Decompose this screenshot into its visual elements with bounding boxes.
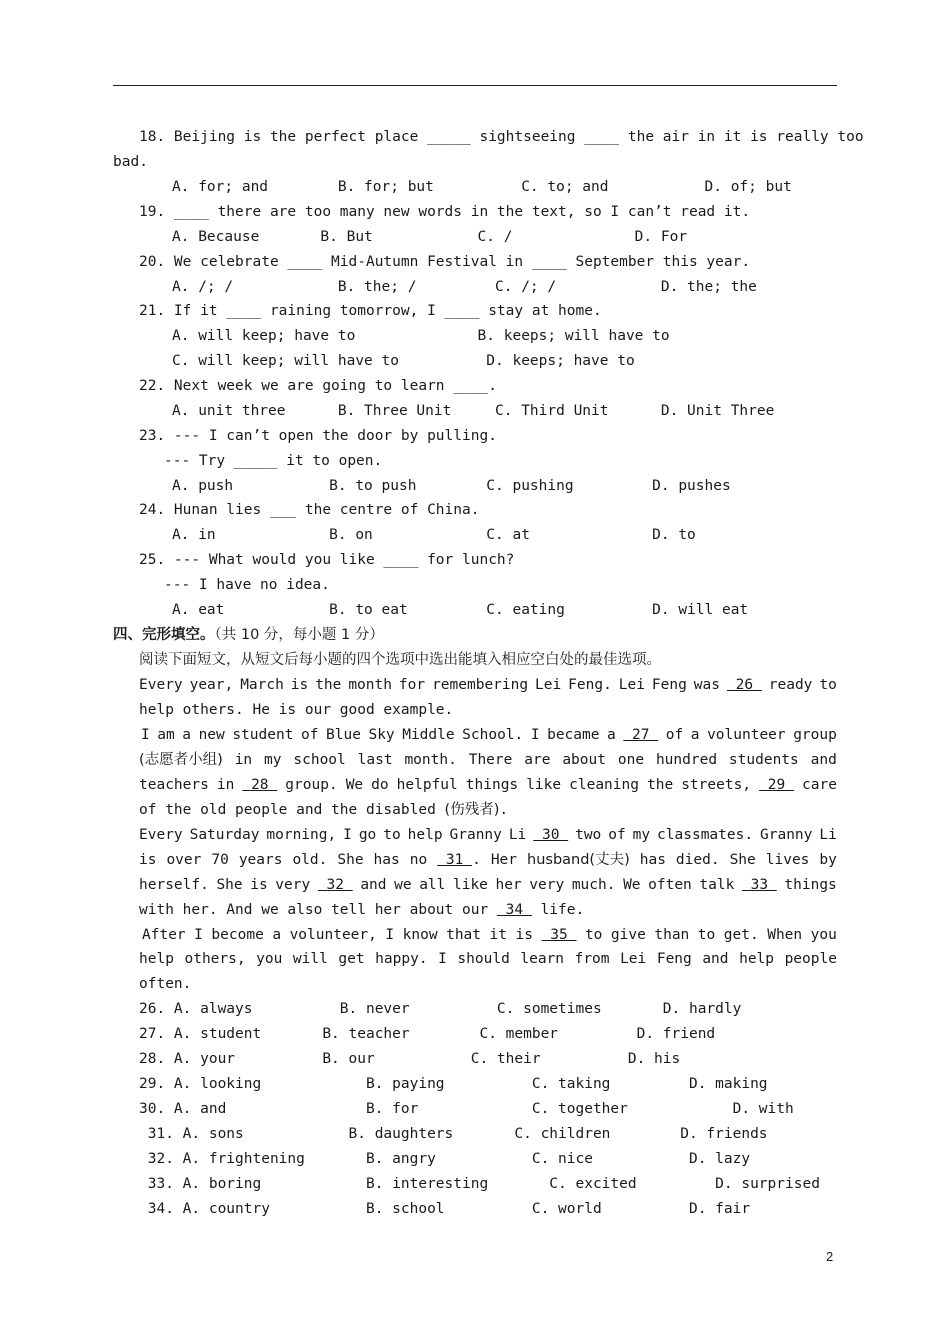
- word: to: [383, 827, 401, 843]
- text-run: .: [499, 802, 509, 818]
- q19: 19. ____ there are too many new words in the text, so I can’t read it.: [139, 204, 751, 220]
- word: streets,: [681, 777, 752, 793]
- word: was: [693, 677, 720, 693]
- word: volunteer,: [289, 927, 377, 943]
- option-row: 27. A. student B. teacher C. member D. friend: [139, 1026, 716, 1042]
- word: Every: [139, 677, 183, 693]
- passage-line: [139, 751, 837, 769]
- word: month: [348, 677, 392, 693]
- word: give: [610, 927, 646, 943]
- word: year,: [189, 677, 234, 693]
- word: in: [234, 752, 253, 768]
- word: School.: [462, 727, 524, 743]
- word: husband(丈夫): [527, 852, 630, 868]
- word: volunteer: [707, 727, 786, 743]
- word: There: [468, 752, 513, 768]
- word: things: [784, 877, 837, 893]
- word: She: [337, 852, 364, 868]
- word: and: [360, 877, 387, 893]
- word: Sky: [368, 727, 395, 743]
- word: get: [338, 951, 365, 967]
- word: died.: [675, 852, 720, 868]
- word: Lei: [620, 951, 647, 967]
- word: Feng: [656, 951, 692, 967]
- passage-line: [139, 975, 191, 993]
- blank-number: [242, 776, 277, 794]
- word: has: [373, 852, 400, 868]
- blank-35: 35: [541, 927, 577, 943]
- blank-31: 31: [437, 852, 473, 868]
- q19-options: A. Because B. But C. / D. For: [172, 229, 688, 245]
- word: is: [515, 927, 533, 943]
- word: She: [216, 877, 243, 893]
- word: help: [739, 951, 775, 967]
- blank-number: [497, 902, 532, 918]
- word: my: [264, 752, 282, 768]
- passage-line: [139, 826, 837, 844]
- q18-line1: 18. Beijing is the perfect place _____ sightseeing ____ the air in it is really too: [139, 129, 864, 145]
- word: will: [292, 951, 328, 967]
- header-rule: [113, 85, 837, 86]
- option-row: 29. A. looking B. paying C. taking D. making: [139, 1076, 768, 1092]
- passage-line: [139, 776, 837, 794]
- word: classmates.: [657, 827, 754, 843]
- word: no: [409, 852, 428, 868]
- word: Blue: [326, 727, 361, 743]
- word: do: [371, 777, 389, 793]
- text-run: of the old people and the disabled: [139, 802, 445, 818]
- text-run: help others. He is our good example.: [139, 702, 454, 718]
- word: 70: [211, 852, 229, 868]
- blank-27: 27: [623, 727, 659, 743]
- blank-number: [533, 826, 568, 844]
- word: should: [457, 951, 510, 967]
- section-heading: [113, 626, 384, 644]
- q18-line2: bad.: [113, 154, 148, 170]
- q24: 24. Hunan lies ___ the centre of China.: [139, 502, 480, 518]
- q21-options-ab: A. will keep; have to B. keeps; will have to: [172, 328, 670, 344]
- text-run: life.: [531, 902, 585, 918]
- word: you: [810, 927, 837, 943]
- passage-line: [139, 876, 837, 894]
- word: Saturday: [189, 827, 260, 843]
- word: We: [623, 877, 641, 893]
- option-row: 28. A. your B. our C. their D. his: [139, 1051, 681, 1067]
- word: of: [300, 727, 319, 743]
- word: a: [690, 727, 700, 743]
- word: in: [216, 777, 235, 793]
- blank-33: 33: [741, 877, 777, 893]
- word: a: [607, 727, 616, 743]
- word: you: [256, 951, 283, 967]
- q25-line2: --- I have no idea.: [164, 577, 330, 593]
- word: know: [402, 927, 438, 943]
- blank-29: 29: [759, 777, 794, 793]
- text-run: (伤残者): [444, 802, 500, 818]
- word: am: [157, 727, 175, 743]
- q21-options-cd: C. will keep; will have to D. keeps; have to: [172, 353, 635, 369]
- word: happy.: [375, 951, 428, 967]
- blank-32: 32: [317, 877, 353, 893]
- word: I: [385, 927, 395, 943]
- word: often: [648, 877, 692, 893]
- q25-options: A. eat B. to eat C. eating D. will eat: [172, 602, 749, 618]
- word: help: [139, 951, 174, 967]
- passage-line: [139, 801, 508, 819]
- word: Lei: [535, 677, 562, 693]
- word: Her: [490, 852, 518, 868]
- q23-options: A. push B. to push C. pushing D. pushes: [172, 478, 731, 494]
- blank-number: [727, 676, 762, 694]
- word: Granny: [760, 827, 813, 843]
- option-row: 34. A. country B. school C. world D. fair: [139, 1201, 751, 1217]
- word: Li: [508, 827, 527, 843]
- word: are: [524, 752, 551, 768]
- word: (志愿者小组): [139, 752, 223, 768]
- option-row: 26. A. always B. never C. sometimes D. hardly: [139, 1001, 742, 1017]
- word: one: [617, 752, 645, 768]
- option-row: 30. A. and B. for C. together D. with: [139, 1101, 794, 1117]
- blank-34: 34: [496, 902, 532, 918]
- q23-line2: --- Try _____ it to open.: [164, 453, 383, 469]
- q22-options: A. unit three B. Three Unit C. Third Unit D. Unit Three: [172, 403, 775, 419]
- word: is: [290, 677, 309, 693]
- word: Granny: [449, 827, 502, 843]
- word: and: [702, 951, 729, 967]
- word: we: [394, 877, 412, 893]
- word: Feng.: [568, 677, 612, 693]
- word: my: [632, 827, 651, 843]
- word: of: [608, 827, 626, 843]
- option-row: 31. A. sons B. daughters C. children D. friends: [139, 1126, 768, 1142]
- word: things: [465, 777, 519, 793]
- section-title: 四、完形填空。: [113, 627, 215, 643]
- word: After: [142, 927, 186, 943]
- section-score-note: （共 10 分，每小题 1 分）: [214, 627, 384, 643]
- word: morning,: [266, 827, 337, 843]
- word: to: [819, 677, 837, 693]
- passage-line: [139, 950, 837, 968]
- word: I: [530, 727, 540, 743]
- word: very: [275, 877, 311, 893]
- q21: 21. If it ____ raining tomorrow, I ____ stay at home.: [139, 303, 602, 319]
- word: of: [665, 727, 684, 743]
- word: like: [452, 877, 488, 893]
- q23-line1: 23. --- I can’t open the door by pulling.: [139, 428, 497, 444]
- word: I: [141, 727, 150, 743]
- word: two: [575, 827, 602, 843]
- option-row: 32. A. frightening B. angry C. nice D. lazy: [139, 1151, 751, 1167]
- word: I: [438, 951, 447, 967]
- word: teachers: [139, 777, 209, 793]
- word: get.: [723, 927, 759, 943]
- word: a: [182, 727, 192, 743]
- word: has: [639, 852, 666, 868]
- word: new: [198, 727, 225, 743]
- word: became: [547, 727, 600, 743]
- word: last: [357, 752, 393, 768]
- word: cleaning: [569, 777, 639, 793]
- word: hundred: [655, 752, 718, 768]
- blank-number: [623, 726, 658, 744]
- word: the: [646, 777, 674, 793]
- word: much.: [571, 877, 616, 893]
- q20-options: A. /; / B. the; / C. /; / D. the; the: [172, 279, 757, 295]
- q22: 22. Next week we are going to learn ____.: [139, 378, 497, 394]
- word: the: [315, 677, 342, 693]
- instruction: 阅读下面短文，从短文后每小题的四个选项中选出能填入相应空白处的最佳选项。: [139, 652, 661, 668]
- word: We: [345, 777, 364, 793]
- word: month.: [404, 752, 457, 768]
- word: than: [654, 927, 690, 943]
- word: all: [419, 877, 446, 893]
- word: go: [358, 827, 377, 843]
- q18-options: A. for; and B. for; but C. to; and D. of; but: [172, 179, 792, 195]
- word: Middle: [402, 727, 455, 743]
- word: Li: [819, 827, 837, 843]
- word: student: [232, 727, 294, 743]
- word: Feng: [651, 677, 687, 693]
- passage-line: [142, 926, 837, 944]
- passage-line: [141, 726, 837, 744]
- word: a: [272, 927, 282, 943]
- passage-line: [139, 851, 837, 869]
- blank-number: [542, 926, 577, 944]
- word: her: [495, 877, 522, 893]
- word: is: [250, 877, 268, 893]
- text-run: often.: [139, 976, 192, 992]
- q20: 20. We celebrate ____ Mid-Autumn Festival in ____ September this year.: [139, 254, 751, 270]
- word: over: [166, 852, 202, 868]
- word: group: [793, 727, 837, 743]
- word: talk: [699, 877, 735, 893]
- word: I: [194, 927, 203, 943]
- word: Every: [139, 827, 183, 843]
- word: lives: [765, 852, 810, 868]
- word: help: [407, 827, 443, 843]
- word: to: [697, 927, 716, 943]
- q24-options: A. in B. on C. at D. to: [172, 527, 696, 543]
- blank-number: 31 .: [437, 852, 481, 868]
- word: about: [562, 752, 606, 768]
- word: that: [446, 927, 482, 943]
- word: it: [489, 927, 507, 943]
- option-row: 33. A. boring B. interesting C. excited D. surprised: [139, 1176, 820, 1192]
- word: people: [784, 951, 837, 967]
- word: She: [729, 852, 756, 868]
- word: very: [529, 877, 565, 893]
- word: like: [526, 777, 562, 793]
- word: is: [139, 852, 157, 868]
- word: care: [802, 777, 837, 793]
- blank-number: [742, 876, 777, 894]
- word: herself.: [139, 877, 209, 893]
- word: When: [767, 927, 803, 943]
- q25-line1: 25. --- What would you like ____ for lunch?: [139, 552, 515, 568]
- passage-line: [139, 676, 837, 694]
- blank-28: 28: [242, 777, 278, 793]
- word: Lei: [618, 677, 645, 693]
- blank-number: [318, 876, 353, 894]
- word: school: [293, 752, 346, 768]
- word: old.: [292, 852, 328, 868]
- word: group.: [285, 777, 338, 793]
- word: I: [343, 827, 352, 843]
- blank-30: 30: [533, 827, 569, 843]
- word: by: [819, 852, 837, 868]
- blank-26: 26: [726, 677, 762, 693]
- word: become: [211, 927, 264, 943]
- page-number: 2: [826, 1249, 834, 1264]
- word: years: [238, 852, 283, 868]
- word: helpful: [396, 777, 458, 793]
- word: remembering: [432, 677, 529, 693]
- passage-line: [139, 701, 453, 719]
- word: for: [398, 677, 426, 693]
- passage-line: [139, 901, 584, 919]
- word: students: [728, 752, 799, 768]
- word: from: [574, 951, 610, 967]
- word: ready: [768, 677, 813, 693]
- word: and: [810, 752, 837, 768]
- blank-number: [759, 776, 794, 794]
- word: learn: [520, 951, 565, 967]
- word: others,: [184, 951, 246, 967]
- word: March: [240, 677, 284, 693]
- word: to: [584, 927, 603, 943]
- text-run: with her. And we also tell her about our: [139, 902, 497, 918]
